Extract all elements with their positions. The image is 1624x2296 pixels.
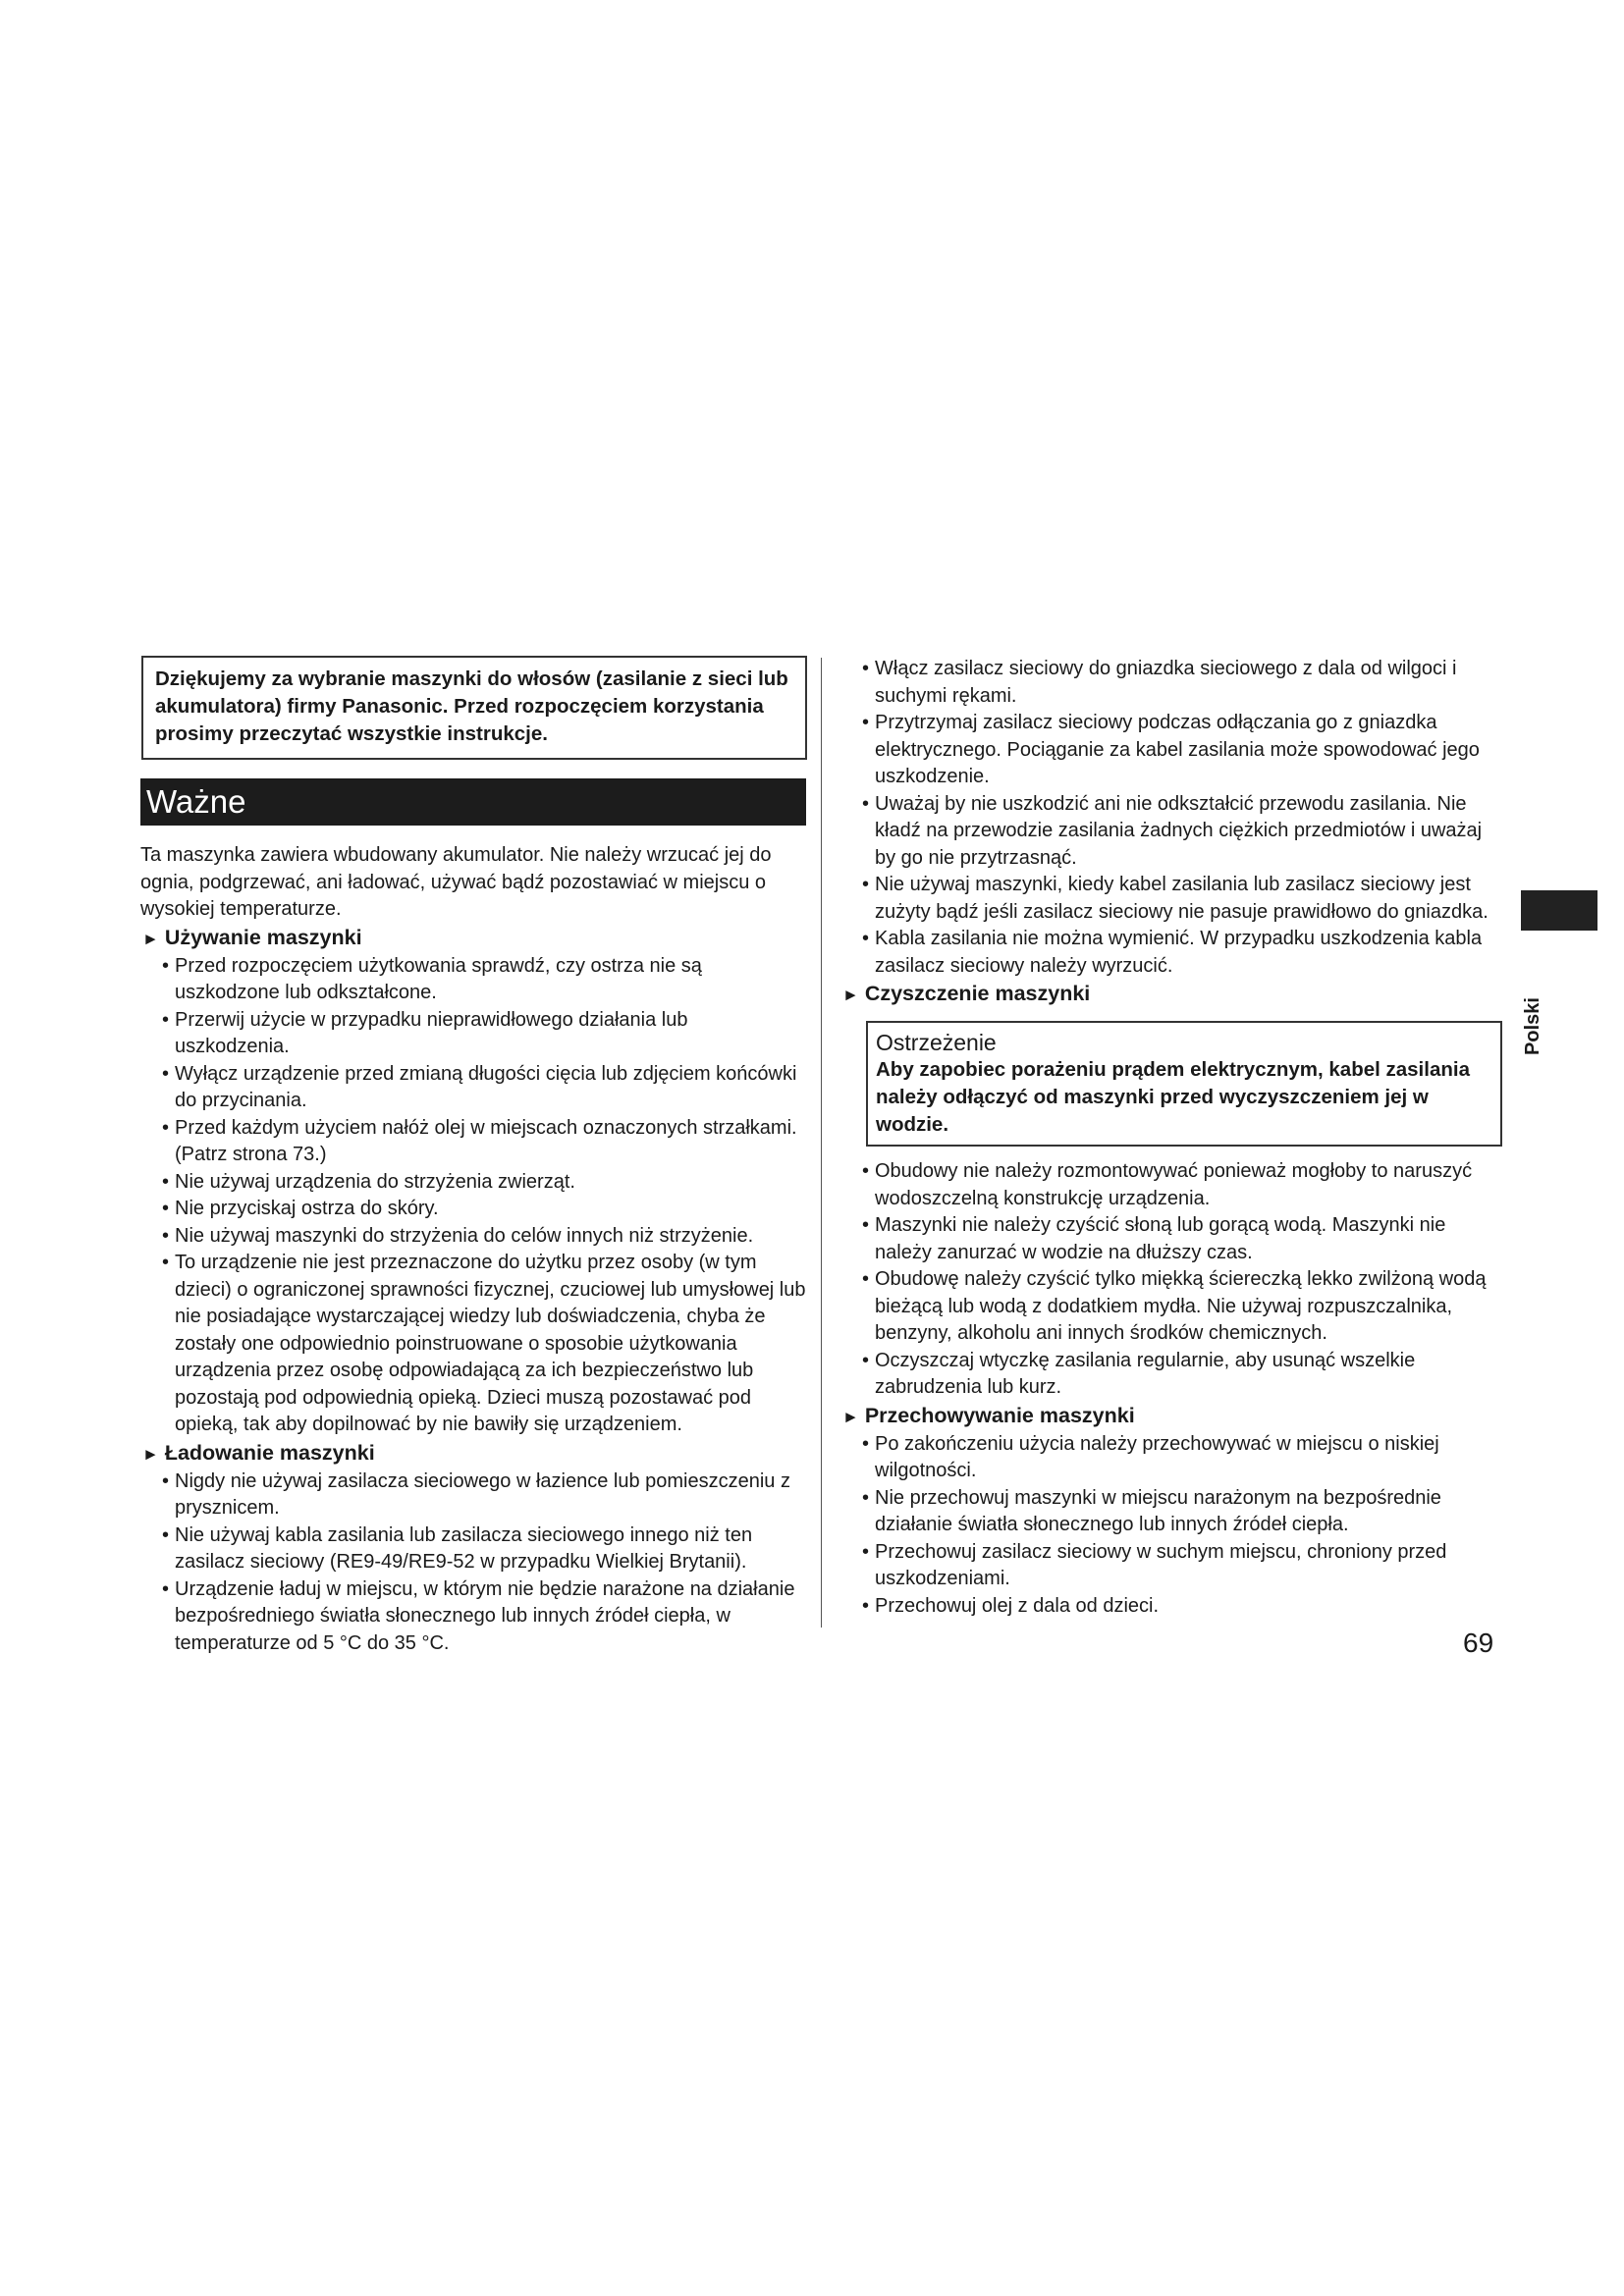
heading-storage-label: Przechowywanie maszynki — [864, 1403, 1135, 1427]
list-item: • Kabla zasilania nie można wymienić. W przypadku uszkodzenia kabla zasilacz sieciowy należy wyrzucić. — [862, 928, 1483, 977]
bullet-icon: • — [162, 1116, 170, 1139]
charging-list-part1 — [140, 1468, 806, 1658]
bullet-icon: • — [862, 658, 870, 679]
intro-box: Dziękujemy za wybranie maszynki do włosów (zasilanie z sieci lub akumulatora) firmy Panasonic. Przed rozpoczęciem korzystania prosimy przeczytać wszystkie instrukcje. — [141, 656, 807, 760]
list-item: • Nie przechowuj maszynki w miejscu narażonym na bezpośrednie działanie światła słonecznego lub innych źródeł ciepła. — [862, 1486, 1441, 1535]
bullet-icon: • — [862, 928, 870, 949]
list-item: • Nie używaj kabla zasilania lub zasilacza sieciowego innego niż ten zasilacz sieciowy (RE9-49/RE9-52 w przypadku Wielkiej Brytanii). — [162, 1523, 753, 1573]
list-item: • Po zakończeniu użycia należy przechowywać w miejscu o niskiej wilgotności. — [862, 1432, 1439, 1481]
bullet-icon: • — [862, 1349, 870, 1371]
bullet-icon: • — [162, 1469, 170, 1492]
list-item: • Przytrzymaj zasilacz sieciowy podczas odłączania go z gniazdka elektrycznego. Pociąganie za kabel zasilania może spowodować jego uszkodzenie. — [862, 712, 1480, 787]
list-item: • Przechowuj olej z dala od dzieci. — [840, 1593, 1500, 1621]
list-item: • Nie używaj urządzenia do strzyżenia zwierząt. — [140, 1169, 806, 1197]
storage-list — [840, 1431, 1500, 1621]
bullet-icon: • — [862, 1214, 870, 1236]
list-item: • Uważaj by nie uszkodzić ani nie odkształcić przewodu zasilania. Nie kładź na przewodzie zasilania żadnych ciężkich przedmiotów i uważaj by go nie przytrzasnąć. — [862, 792, 1483, 869]
bullet-icon: • — [162, 1198, 170, 1219]
bullet-icon: • — [162, 1577, 170, 1600]
bullet-icon: • — [862, 1160, 870, 1182]
arrow-right-icon: ► — [842, 1407, 859, 1426]
list-item: • Urządzenie ładuj w miejscu, w którym nie będzie narażone na działanie bezpośredniego światła słonecznego lub innych źródeł ciepła, w temperaturze od 5 °C do 35 °C. — [162, 1577, 795, 1654]
using-list — [140, 953, 806, 1439]
arrow-right-icon: ► — [842, 986, 859, 1004]
bullet-icon: • — [862, 1268, 870, 1290]
list-item: • Oczyszczaj wtyczkę zasilania regularnie, aby usunąć wszelkie zabrudzenia lub kurz. — [862, 1349, 1416, 1398]
heading-charging-label: Ładowanie maszynki — [164, 1440, 375, 1465]
bullet-icon: • — [862, 1486, 870, 1509]
bullet-icon: • — [162, 1170, 170, 1193]
list-item: • To urządzenie nie jest przeznaczone do użytku przez osoby (w tym dzieci) o ograniczonej sprawności fizycznej, czuciowej lub umysłowej lub nie posiadające wystarczającej wiedzy lub doświadczenia, chyba że zostały one odpowiednio poinstruowane o sposobie użytkowania urządzenia przez osobę odpowiadającą za ich bezpieczeństwo lub pozostają pod odpowiednią opieką. Dzieci muszą pozostawać pod opieką, tak aby dopilnować by nie bawiły się urządzeniem. — [162, 1252, 806, 1435]
list-item: • Obudowę należy czyścić tylko miękką ściereczką lekko zwilżoną wodą bieżącą lub wodą z dodatkiem mydła. Nie używaj rozpuszczalnika, benzyny, alkoholu ani innych środków chemicznych. — [862, 1268, 1487, 1344]
list-item: • Włącz zasilacz sieciowy do gniazdka sieciowego z dala od wilgoci i suchymi rękami. — [862, 658, 1457, 707]
language-side-label — [1516, 982, 1549, 1070]
heading-using-label: Używanie maszynki — [164, 925, 362, 949]
page-number: 69 — [1463, 1628, 1494, 1658]
warning-box — [866, 1021, 1502, 1147]
bullet-icon: • — [162, 1523, 170, 1546]
list-item: • Obudowy nie należy rozmontowywać ponieważ mogłoby to naruszyć wodoszczelną konstrukcję urządzenia. — [862, 1160, 1473, 1209]
list-item: • Nie przyciskaj ostrza do skóry. — [140, 1196, 806, 1223]
list-item: • Wyłącz urządzenie przed zmianą długości cięcia lub zdjęciem końcówki do przycinania. — [162, 1062, 797, 1111]
list-item: • Przerwij użycie w przypadku nieprawidłowego działania lub uszkodzenia. — [162, 1008, 688, 1057]
bullet-icon: • — [862, 712, 870, 733]
bullet-icon: • — [862, 1594, 870, 1617]
heading-charging — [140, 1439, 806, 1468]
bullet-icon: • — [862, 1432, 870, 1455]
list-item: • Przed każdym użyciem nałóż olej w miejscach oznaczonych strzałkami. (Patrz strona 73.) — [162, 1116, 797, 1165]
section-title: Ważne — [146, 783, 246, 820]
language-label: Polski — [1521, 996, 1543, 1055]
bullet-icon: • — [862, 874, 870, 895]
bullet-icon: • — [162, 954, 170, 977]
heading-storage — [840, 1402, 1500, 1431]
lead-paragraph: Ta maszynka zawiera wbudowany akumulator. Nie należy wrzucać jej do ognia, podgrzewać, ani ładować, używać bądź pozostawiać w miejscu o wysokiej temperaturze. — [140, 844, 772, 920]
bullet-icon: • — [162, 1252, 170, 1273]
bullet-icon: • — [162, 1224, 170, 1247]
list-item: • Nie używaj maszynki do strzyżenia do celów innych niż strzyżenie. — [140, 1223, 806, 1251]
section-title-bar — [140, 778, 806, 826]
bullet-icon: • — [162, 1062, 170, 1085]
heading-using — [140, 924, 806, 953]
left-column — [140, 656, 806, 1657]
charging-list-part2 — [840, 656, 1500, 980]
bullet-icon: • — [862, 792, 870, 815]
heading-cleaning — [840, 980, 1500, 1009]
cleaning-list — [840, 1158, 1500, 1402]
bullet-icon: • — [862, 1540, 870, 1563]
right-column — [840, 656, 1500, 1620]
list-item: • Nie używaj maszynki, kiedy kabel zasilania lub zasilacz sieciowy jest zużyty bądź jeśli zasilacz sieciowy nie pasuje prawidłowo do gniazdka. — [862, 874, 1489, 923]
list-item: • Przechowuj zasilacz sieciowy w suchym miejscu, chroniony przed uszkodzeniami. — [862, 1540, 1447, 1589]
list-item: • Przed rozpoczęciem użytkowania sprawdź, czy ostrza nie są uszkodzone lub odkształcone. — [162, 954, 702, 1003]
list-item: • Maszynki nie należy czyścić słoną lub gorącą wodą. Maszynki nie należy zanurzać w wodzie na dłuższy czas. — [862, 1214, 1446, 1263]
arrow-right-icon: ► — [142, 1444, 159, 1464]
column-divider — [821, 658, 822, 1628]
warning-text: Aby zapobiec porażeniu prądem elektrycznym, kabel zasilania należy odłączyć od maszynki przed wyczyszczeniem jej w wodzie. — [876, 1058, 1470, 1136]
heading-cleaning-label: Czyszczenie maszynki — [864, 982, 1091, 1005]
language-tab-marker — [1521, 890, 1597, 931]
warning-title: Ostrzeżenie — [876, 1030, 997, 1055]
bullet-icon: • — [162, 1008, 170, 1031]
list-item: • Nigdy nie używaj zasilacza sieciowego w łazience lub pomieszczeniu z prysznicem. — [162, 1469, 790, 1519]
arrow-right-icon: ► — [142, 929, 159, 948]
